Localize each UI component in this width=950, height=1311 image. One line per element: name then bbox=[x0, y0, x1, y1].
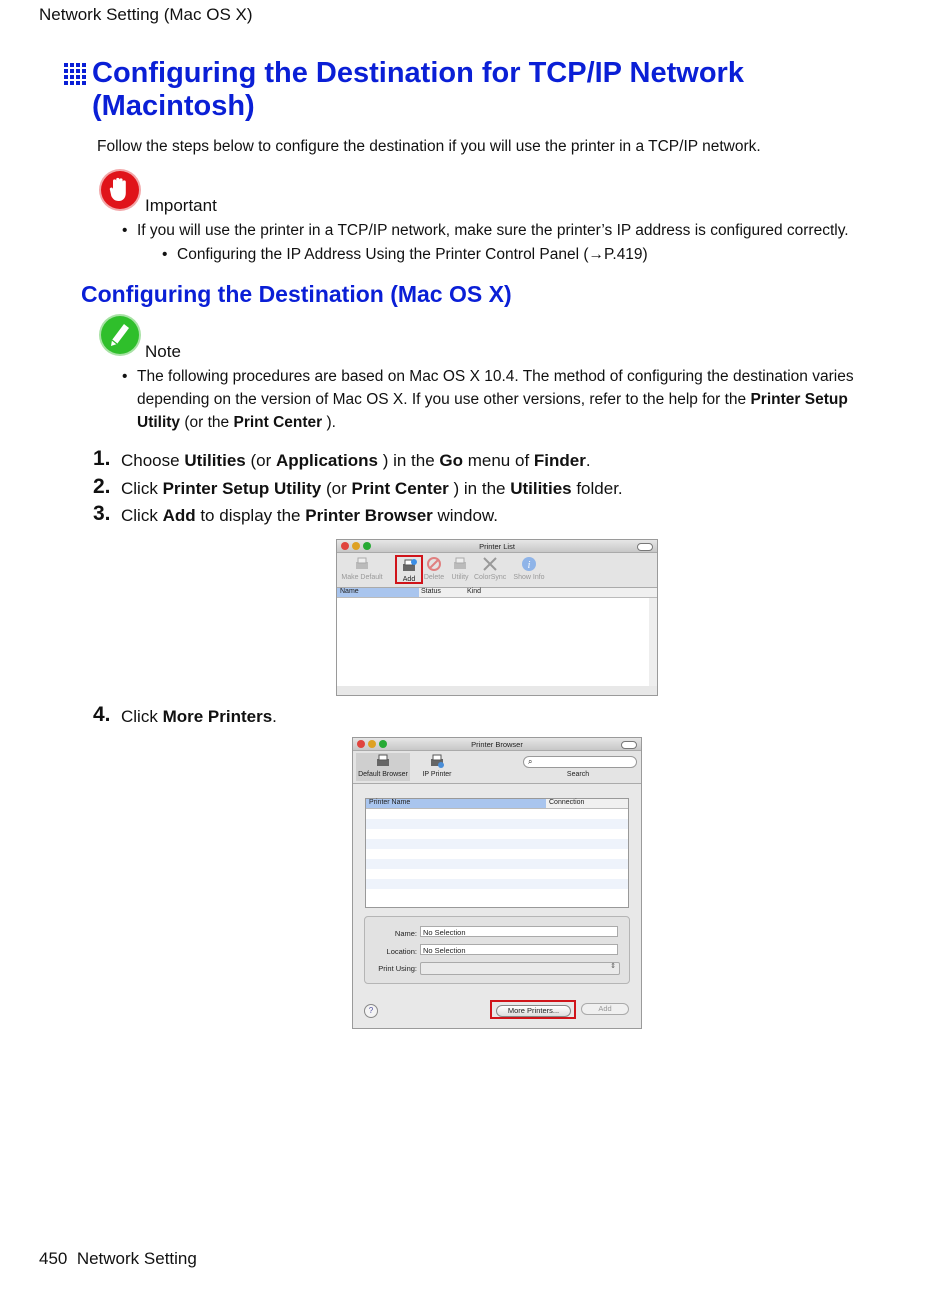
running-header: Network Setting (Mac OS X) bbox=[39, 5, 253, 24]
important-bullet bbox=[122, 219, 897, 242]
help-button[interactable]: ? bbox=[364, 1004, 378, 1018]
step-bold: Add bbox=[162, 506, 196, 525]
info-icon bbox=[521, 556, 537, 572]
important-sub-bullet-text: Configuring the IP Address Using the Printer Control Panel (→P.419) bbox=[177, 246, 648, 263]
tool-label: Make Default bbox=[341, 574, 383, 581]
search-input[interactable] bbox=[523, 756, 637, 768]
step-text: Click bbox=[121, 479, 163, 498]
step-bold: Print Center bbox=[351, 479, 449, 498]
table-row[interactable] bbox=[366, 839, 628, 849]
step-2 bbox=[93, 475, 623, 499]
section-title: Configuring the Destination (Mac OS X) bbox=[81, 281, 512, 307]
window-title: Printer List bbox=[479, 542, 515, 551]
printer-add-icon bbox=[401, 558, 417, 574]
step-text: . bbox=[585, 451, 591, 470]
section-grid-icon bbox=[64, 63, 88, 85]
table-row[interactable] bbox=[366, 849, 628, 859]
tool-label: Delete bbox=[423, 574, 445, 581]
name-label: Name: bbox=[394, 929, 417, 938]
step-text: ) in the bbox=[448, 479, 511, 498]
add-button[interactable] bbox=[395, 555, 423, 584]
column-name[interactable]: Name bbox=[337, 588, 419, 597]
step-text: . bbox=[272, 707, 277, 726]
svg-text:i: i bbox=[527, 560, 531, 571]
more-printers-button[interactable]: More Printers... bbox=[496, 1005, 571, 1017]
note-pencil-icon bbox=[101, 316, 139, 354]
make-default-button[interactable] bbox=[341, 556, 383, 581]
title-bar bbox=[337, 540, 657, 553]
bullet-dot: • bbox=[122, 368, 128, 385]
note-bold-printer-setup: Printer Setup Utility bbox=[137, 391, 848, 431]
step-text: (or bbox=[321, 479, 352, 498]
important-bullet-text: If you will use the printer in a TCP/IP network, make sure the printer’s IP address is configured correctly. bbox=[137, 222, 849, 239]
bullet-dot: • bbox=[122, 222, 128, 239]
step-4 bbox=[93, 703, 277, 727]
note-text: ). bbox=[322, 414, 336, 431]
printer-list-table[interactable] bbox=[337, 598, 657, 686]
note-bold-print-center: Print Center bbox=[233, 414, 323, 431]
list-header bbox=[337, 588, 657, 598]
show-info-button[interactable] bbox=[511, 556, 547, 581]
column-connection[interactable]: Connection bbox=[549, 799, 585, 806]
title-line-1: Configuring the Destination for TCP/IP Network bbox=[92, 57, 744, 89]
step-number: 4. bbox=[93, 703, 111, 726]
title-line-2: (Macintosh) bbox=[92, 90, 255, 122]
table-row[interactable] bbox=[366, 829, 628, 839]
tab-label: Default Browser bbox=[358, 771, 408, 778]
toolbar bbox=[337, 553, 657, 588]
step-bold: Utilities bbox=[184, 451, 246, 470]
step-text: Choose bbox=[121, 451, 185, 470]
step-bold: Printer Browser bbox=[305, 506, 433, 525]
colorsync-button[interactable] bbox=[474, 556, 506, 581]
step-text: menu of bbox=[463, 451, 534, 470]
table-row[interactable] bbox=[366, 879, 628, 889]
name-field[interactable]: No Selection bbox=[420, 926, 618, 937]
intro-text: Follow the steps below to configure the destination if you will use the printer in a TCP/IP network. bbox=[97, 138, 761, 155]
printer-list-window bbox=[336, 539, 658, 696]
tab-label: IP Printer bbox=[422, 771, 452, 778]
add-button[interactable]: Add bbox=[581, 1003, 629, 1015]
more-printers-highlight bbox=[490, 1000, 576, 1019]
table-row[interactable] bbox=[366, 859, 628, 869]
printer-table[interactable] bbox=[365, 798, 629, 908]
step-number: 2. bbox=[93, 475, 111, 498]
tab-default-browser[interactable] bbox=[356, 753, 410, 781]
column-printer-name[interactable]: Printer Name bbox=[366, 799, 546, 808]
step-number: 3. bbox=[93, 502, 111, 525]
tool-label: Utility bbox=[451, 574, 469, 581]
column-status[interactable]: Status bbox=[421, 588, 441, 595]
globe-printer-icon bbox=[429, 753, 445, 769]
footer-section: Network Setting bbox=[76, 1249, 197, 1268]
location-label: Location: bbox=[386, 947, 417, 956]
printer-icon bbox=[354, 556, 370, 572]
utility-button[interactable] bbox=[449, 556, 471, 581]
table-header bbox=[366, 799, 628, 809]
step-1 bbox=[93, 447, 591, 471]
step-text: window. bbox=[432, 506, 498, 525]
note-label: Note bbox=[145, 342, 181, 361]
step-text: Click bbox=[121, 707, 163, 726]
step-number: 1. bbox=[93, 447, 111, 470]
colorsync-icon bbox=[482, 556, 498, 572]
column-kind[interactable]: Kind bbox=[467, 588, 482, 595]
delete-button[interactable] bbox=[423, 556, 445, 581]
step-bold: Go bbox=[439, 451, 464, 470]
footer bbox=[39, 1249, 197, 1269]
toolbar bbox=[353, 751, 641, 784]
step-bold: More Printers bbox=[162, 707, 273, 726]
important-hand-icon bbox=[101, 171, 139, 209]
page-title bbox=[92, 57, 892, 123]
note-text: The following procedures are based on Mac OS X 10.4. The method of configuring the destination varies depending on the version of Mac OS X. If you use other versions, refer to the help for the bbox=[137, 368, 854, 408]
step-bold: Utilities bbox=[510, 479, 572, 498]
print-using-select[interactable] bbox=[420, 962, 620, 975]
utility-icon bbox=[452, 556, 468, 572]
step-text: to display the bbox=[195, 506, 306, 525]
step-bold: Printer Setup Utility bbox=[162, 479, 322, 498]
printer-browser-window bbox=[352, 737, 642, 1029]
table-row[interactable] bbox=[366, 869, 628, 879]
title-bar bbox=[353, 738, 641, 751]
printer-info-group bbox=[364, 916, 630, 984]
delete-icon bbox=[426, 556, 442, 572]
search-label: Search bbox=[566, 771, 590, 778]
note-text: (or the bbox=[180, 414, 234, 431]
tool-label: Add bbox=[402, 576, 416, 583]
tab-ip-printer[interactable] bbox=[417, 753, 457, 778]
important-label: Important bbox=[145, 196, 217, 215]
step-text: (or bbox=[245, 451, 276, 470]
toolbar-toggle-icon[interactable] bbox=[621, 741, 637, 749]
select-arrows-icon: ⇕ bbox=[610, 963, 616, 970]
step-bold: Applications bbox=[275, 451, 378, 470]
step-text: ) in the bbox=[377, 451, 440, 470]
step-3 bbox=[93, 502, 498, 526]
table-row[interactable] bbox=[366, 819, 628, 829]
printer-icon bbox=[375, 753, 391, 769]
page-number: 450 bbox=[39, 1249, 68, 1268]
toolbar-toggle-icon[interactable] bbox=[637, 543, 653, 551]
step-text: folder. bbox=[571, 479, 623, 498]
step-text: Click bbox=[121, 506, 163, 525]
print-using-label: Print Using: bbox=[378, 964, 417, 973]
table-row[interactable] bbox=[366, 809, 628, 819]
bullet-dot: • bbox=[162, 246, 168, 263]
window-title: Printer Browser bbox=[471, 740, 523, 749]
search-icon: ⌕ bbox=[528, 757, 533, 766]
important-sub-bullet bbox=[162, 243, 877, 266]
note-bullet bbox=[122, 365, 882, 434]
step-bold: Finder bbox=[533, 451, 586, 470]
tool-label: ColorSync bbox=[474, 574, 507, 581]
location-field[interactable]: No Selection bbox=[420, 944, 618, 955]
tool-label: Show Info bbox=[513, 574, 545, 581]
